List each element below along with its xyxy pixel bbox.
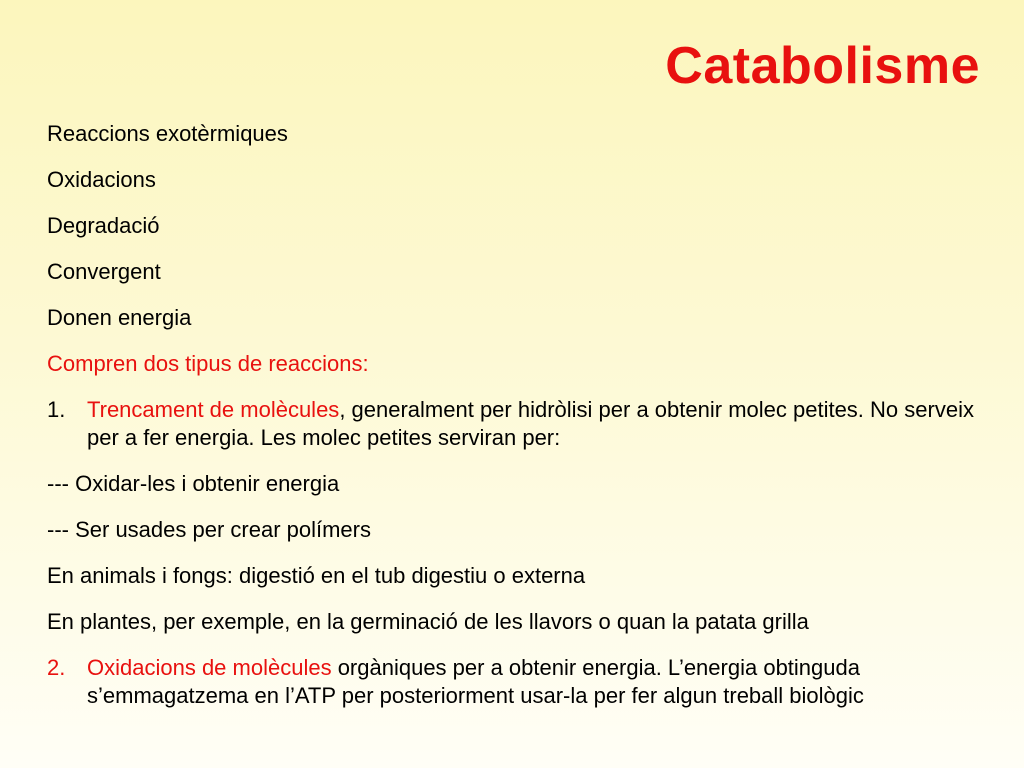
list-item-1 [47, 396, 997, 452]
sub-line: --- Ser usades per crear polímers [47, 517, 371, 542]
reaction-types-heading: Compren dos tipus de reaccions: [47, 351, 369, 376]
sub-line: --- Oxidar-les i obtenir energia [47, 471, 340, 496]
list-item-2-text: orgàniques per a obtenir energia. L’energia obtinguda s’emmagatzema en l’ATP per posteriorment usar-la per fer algun treball biològic [87, 655, 864, 708]
list-item-2-highlight: Oxidacions de molècules [87, 655, 332, 680]
list-item-1-number: 1. [47, 397, 66, 422]
example-line: En animals i fongs: digestió en el tub digestiu o externa [47, 563, 586, 588]
feature-line: Degradació [47, 213, 160, 238]
slide-body [47, 120, 997, 728]
feature-line: Reaccions exotèrmiques [47, 121, 288, 146]
slide-title: Catabolisme [665, 37, 980, 95]
list-item-2 [47, 654, 997, 710]
example-line: En plantes, per exemple, en la germinació de les llavors o quan la patata grilla [47, 609, 809, 634]
feature-line: Convergent [47, 259, 161, 284]
list-item-1-highlight: Trencament de molècules [87, 397, 340, 422]
feature-line: Donen energia [47, 305, 192, 330]
list-item-1-text: , generalment per hidròlisi per a obtenir molec petites. No serveix per a fer energia. Les molec petites serviran per: [87, 397, 974, 450]
list-item-2-number: 2. [47, 655, 66, 680]
feature-line: Oxidacions [47, 167, 156, 192]
